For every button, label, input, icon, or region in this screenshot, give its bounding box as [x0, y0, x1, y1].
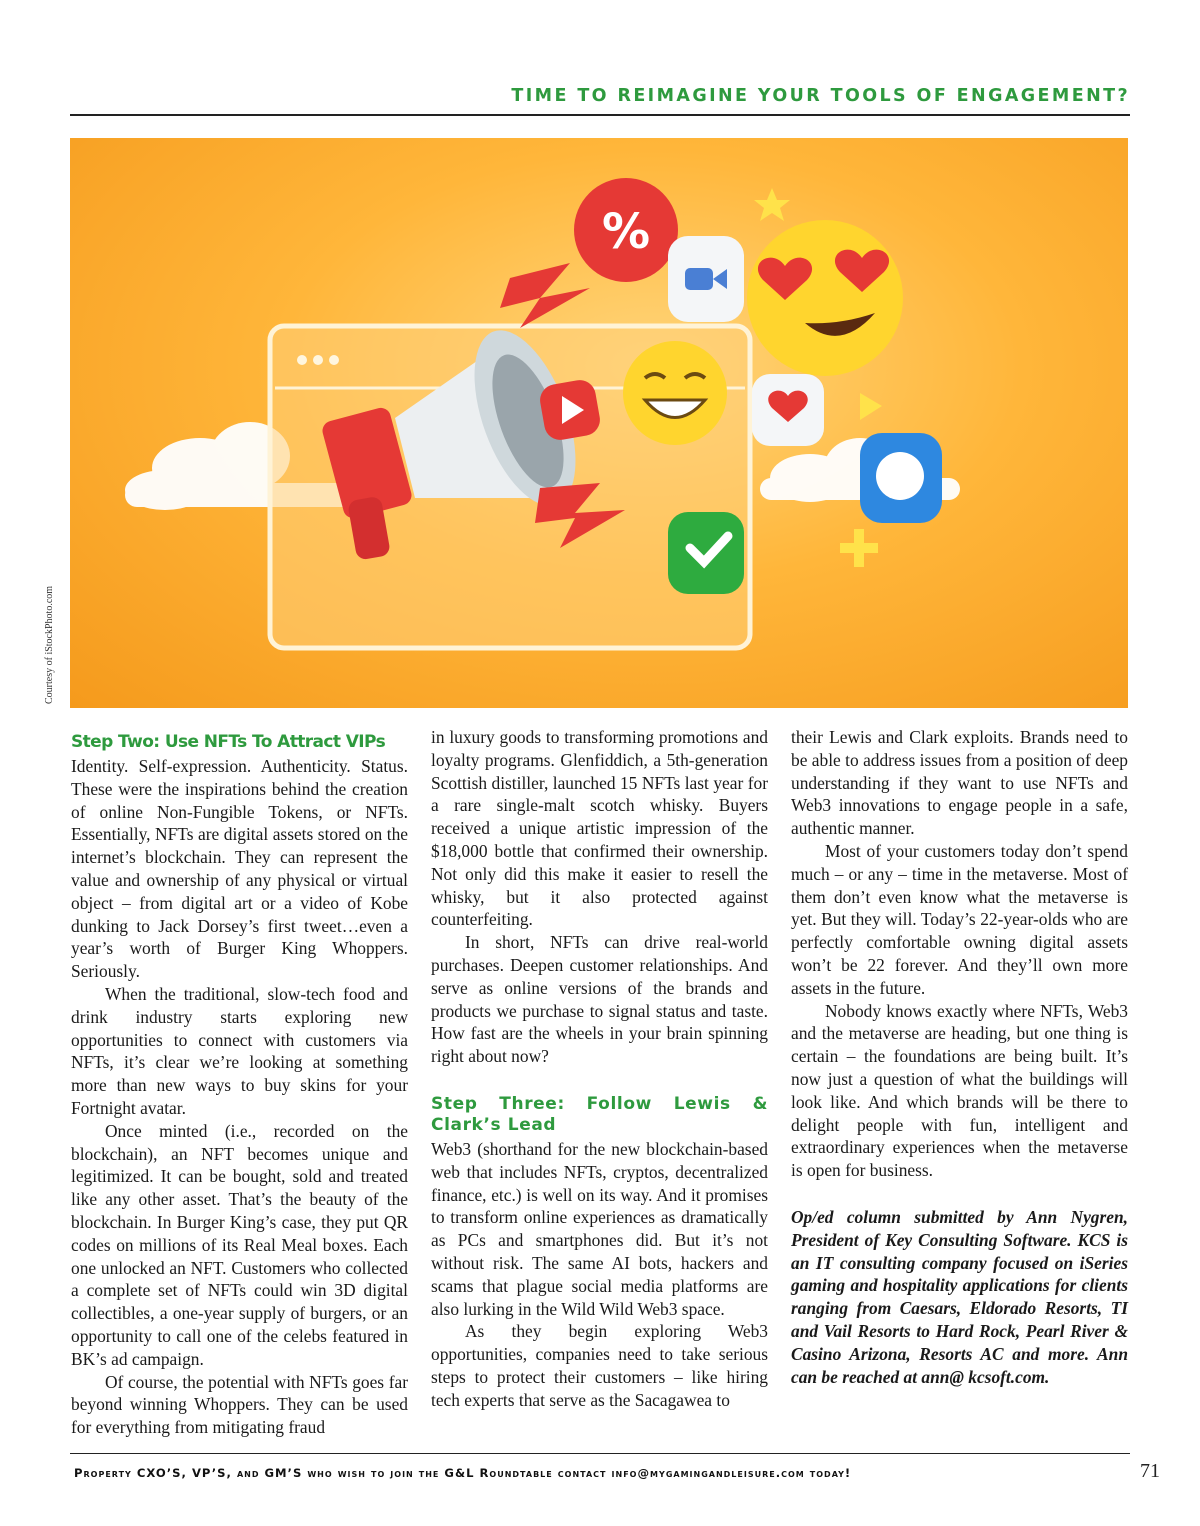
paragraph: Once minted (i.e., recorded on the blockchain), an NFT becomes unique and legitimized. It can be bought, sold and treated like any other asset. That’s the beauty of the blockchain. In Burger King’s case, they put QR codes on millions of its Real Meal boxes. Each one unlocked an NFT. Customers who collected a complete set of NFTs could win 3D digital collectibles, a one-year supply of burgers, or an opportunity to call one of the celebs featured in BK’s ad campaign.: [71, 1120, 408, 1369]
running-header: [70, 86, 1130, 116]
plus-icon: [840, 529, 878, 567]
discount-badge-icon: [574, 178, 678, 282]
footer-rule: [70, 1453, 1130, 1454]
heart-eyes-emoji-icon: [747, 220, 903, 376]
paragraph: Most of your customers today don’t spend much – or any – time in the metaverse. Most of them don’t even know what the metaverse is yet. But they will. Today’s 22-year-olds who are perfectly comfortable owning digital assets won’t be 22 forever. And they’ll own more assets in the future.: [791, 840, 1128, 998]
laughing-emoji-icon: [623, 341, 727, 445]
star-icon: [754, 188, 790, 221]
play-button-icon: [538, 378, 603, 443]
column-1: [71, 726, 408, 1439]
paragraph: As they begin exploring Web3 opportunities, companies need to take serious steps to protect their customers – like hiring tech experts that serve as the Sacagawea to: [431, 1321, 768, 1410]
header-title: TIME TO REIMAGINE YOUR TOOLS OF ENGAGEMENT?: [511, 86, 1130, 106]
paragraph: Of course, the potential with NFTs goes far beyond winning Whoppers. They can be used for everything from mitigating fraud: [71, 1371, 408, 1438]
column-3: [791, 726, 1128, 1388]
paragraph: Web3 (shorthand for the new blockchain-based web that includes NFTs, cryptos, decentralized finance, etc.) is well on its way. And it promises to transform online experiences as dramatically as PCs and smartphones did. But it’s not without risk. The same AI bots, hackers and scams that plague social media platforms are also lurking in the Wild Wild Web3 space.: [431, 1138, 768, 1319]
footer-text: Property CXO’S, VP’S, and GM’S who wish to join the G&L Roundtable contact info@mygamingandleisure.com today!: [74, 1466, 852, 1480]
section-heading: Step Three: Follow Lewis & Clark’s Lead: [431, 1093, 768, 1135]
paragraph: their Lewis and Clark exploits. Brands need to be able to address issues from a position of deep understanding if they want to use NFTs and Web3 innovations to engage people in a safe, authentic manner.: [791, 727, 1128, 839]
lightning-bolt-icon: [500, 263, 590, 328]
triangle-icon: [860, 393, 882, 420]
paragraph: When the traditional, slow-tech food and drink industry starts exploring new opportunities to connect with customers via NFTs, it’s clear we’re looking at something more than new ways to buy skins for your Fortnight avatar.: [71, 983, 408, 1118]
column-2: [431, 726, 768, 1412]
video-call-icon: [668, 236, 744, 322]
section-heading: Step Two: Use NFTs To Attract VIPs: [71, 732, 386, 752]
chat-bubble-icon: [860, 433, 942, 523]
hero-illustration: [70, 138, 1128, 708]
paragraph: in luxury goods to transforming promotions and loyalty programs. Glenfiddich, a 5th-generation Scottish distiller, launched 15 NFTs last year for a rare single-malt scotch whisky. Buyers received a unique artistic impression of the $18,000 bottle that confirmed their ownership. Not only did this make it easier to resell the whisky, but it also protected against counterfeiting.: [431, 727, 768, 930]
paragraph: Nobody knows exactly where NFTs, Web3 and the metaverse are heading, but one thing is certain – the foundations are being built. It’s now just a question of what the buildings will look like. And which brands will be there to delight people with fun, intelligent and extraordinary experiences when the metaverse is open for business.: [791, 1000, 1128, 1181]
paragraph: Identity. Self-expression. Authenticity. Status. These were the inspirations behind the creation of online Non-Fungible Tokens, or NFTs. Essentially, NFTs are digital assets stored on the internet’s blockchain. They can represent the value and ownership of any physical or virtual object – from digital art or a video of Kobe dunking to Jack Dorsey’s first tweet…even a year’s worth of Burger King Whoppers. Seriously.: [71, 756, 408, 982]
check-mark-icon: [668, 512, 744, 594]
page-number: 71: [1140, 1460, 1160, 1482]
paragraph: In short, NFTs can drive real-world purchases. Deepen customer relationships. And serve as online versions of the brands and products we purchase to signal status and taste. How fast are the wheels in your brain spinning right about now?: [431, 932, 768, 1067]
author-bio: Op/ed column submitted by Ann Nygren, President of Key Consulting Software. KCS is an IT consulting company focused on iSeries gaming and hospitality applications for clients ranging from Caesars, Eldorado Resorts, TI and Vail Resorts to Hard Rock, Pearl River & Casino Arizona, Resorts AC and more. Ann can be reached at ann@ kcsoft.com.: [791, 1206, 1128, 1387]
heart-tile-icon: [752, 374, 824, 446]
photo-credit: Courtesy of iStockPhoto.com: [44, 585, 55, 704]
megaphone-illustration: [70, 138, 1128, 708]
svg-text:%: %: [601, 204, 651, 260]
